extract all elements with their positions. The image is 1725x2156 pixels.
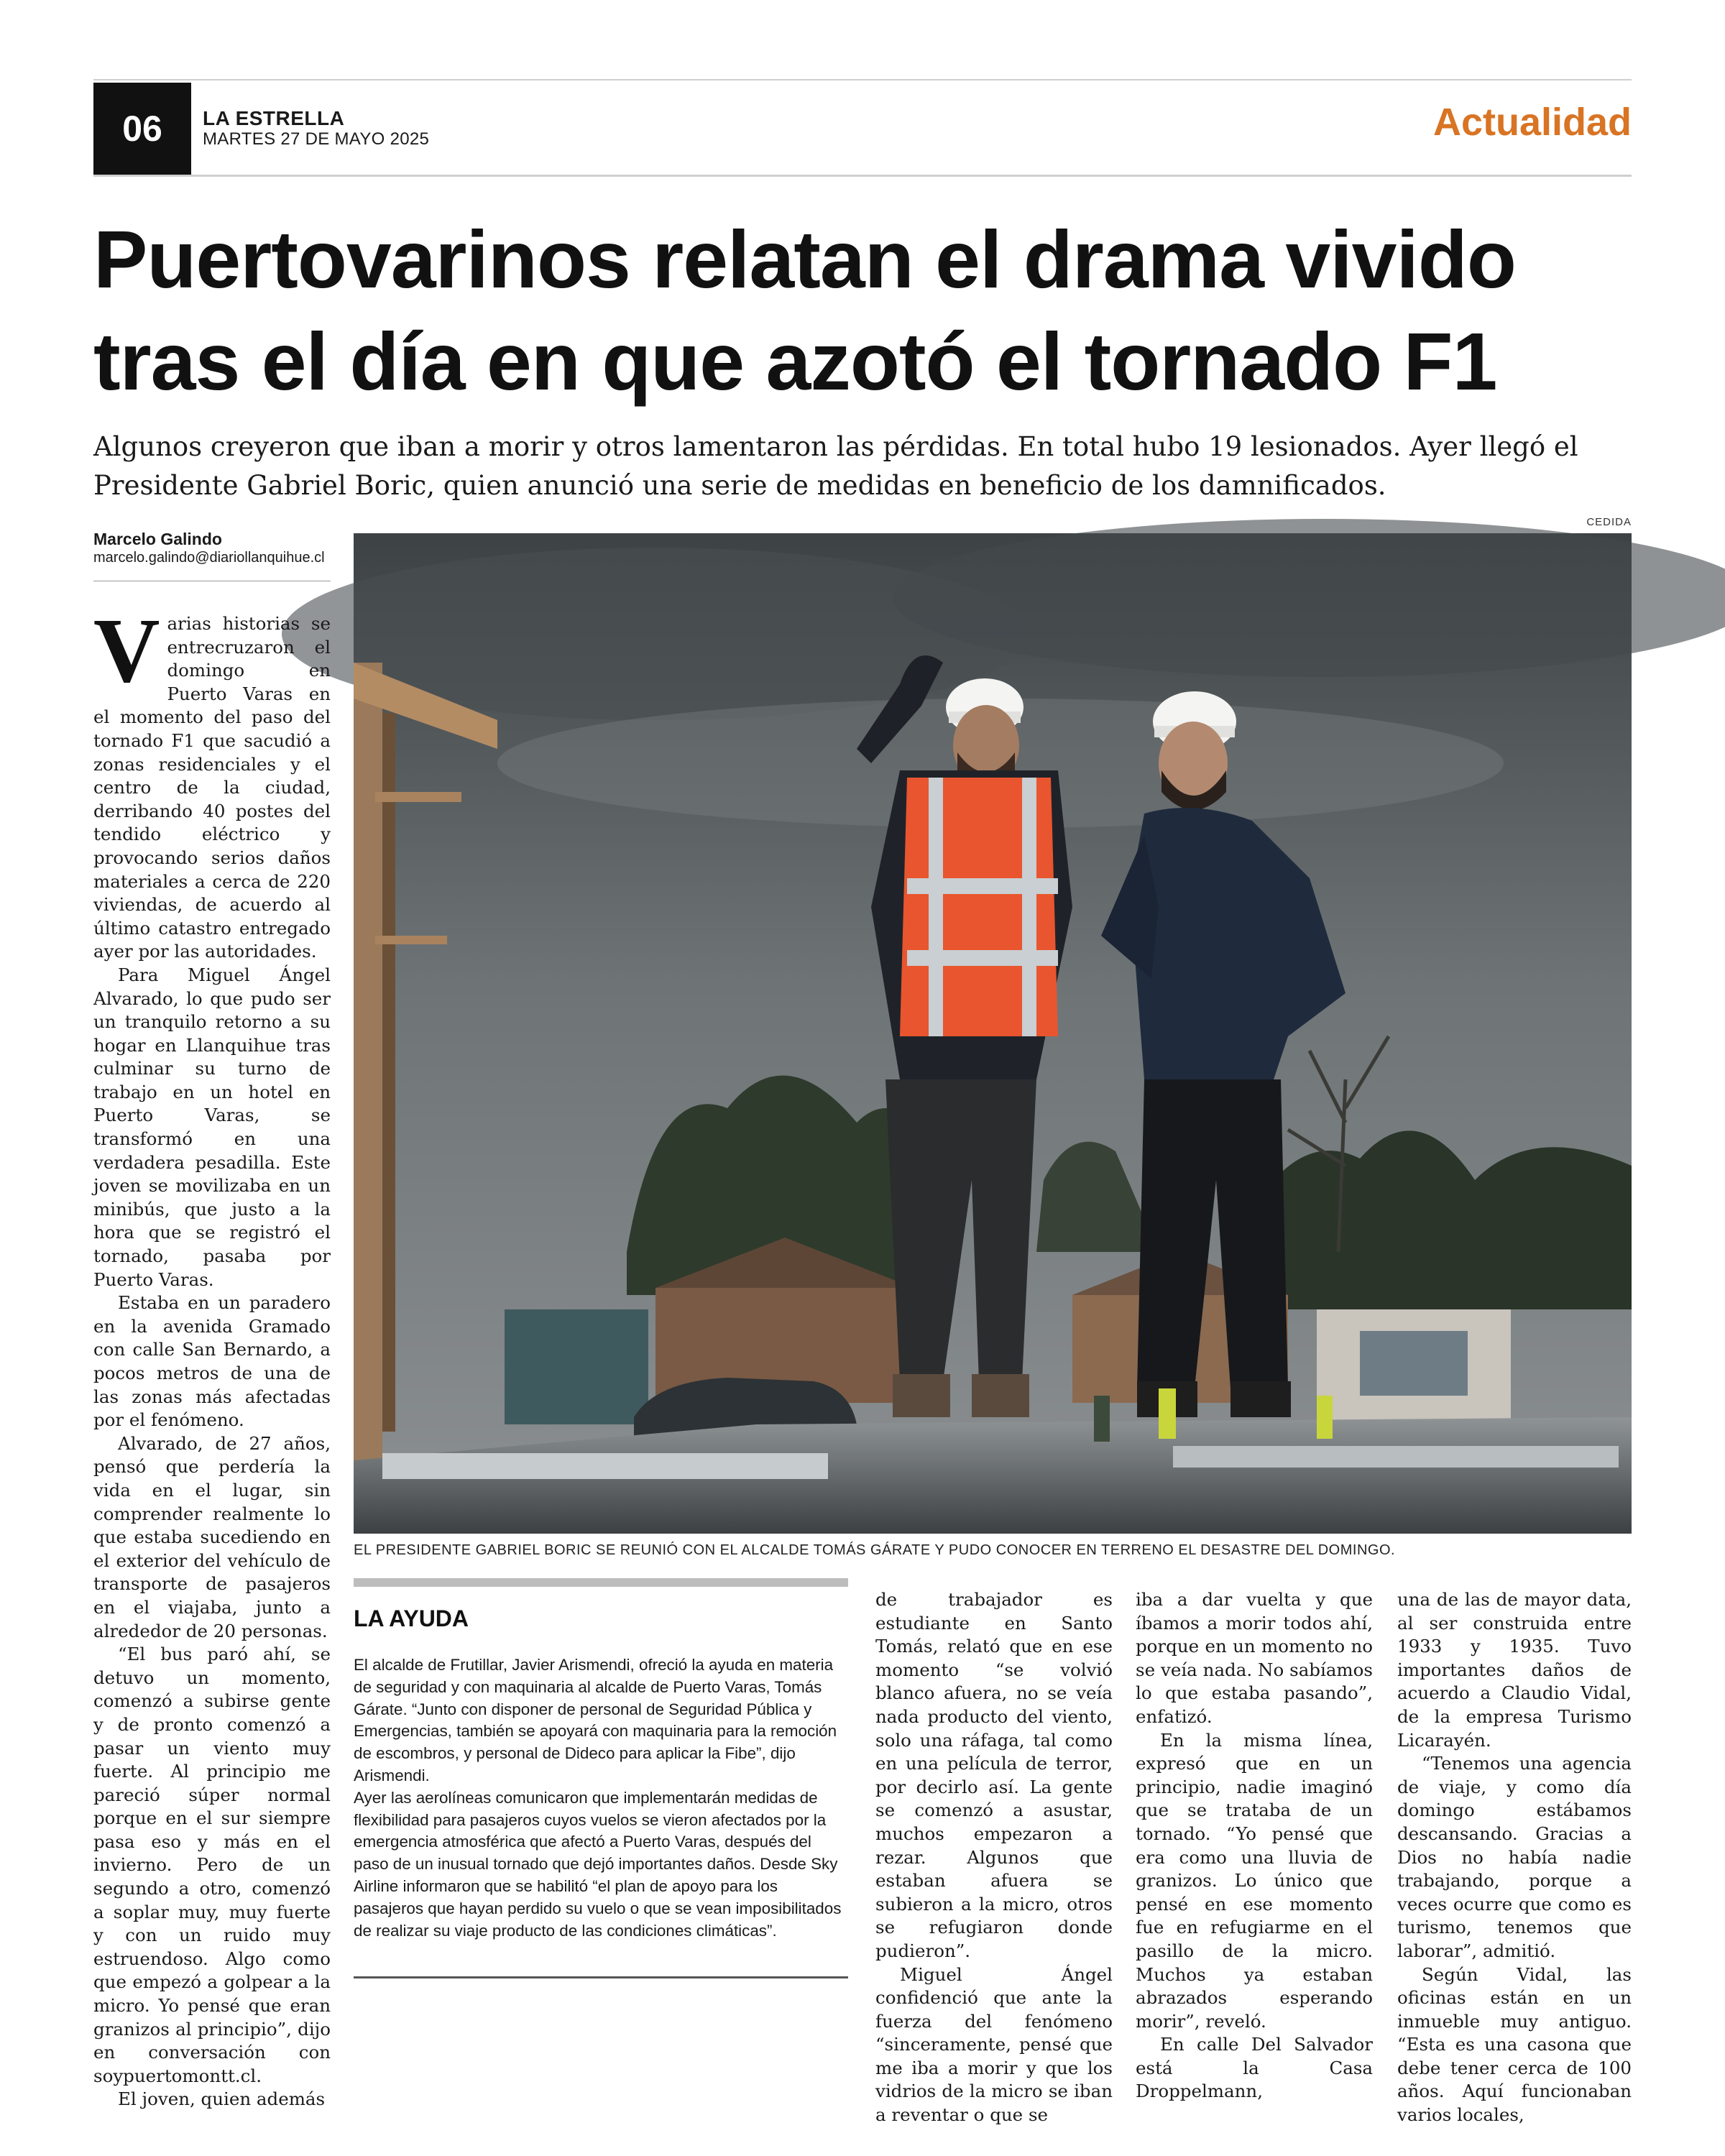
author-name: Marcelo Galindo [93, 530, 222, 548]
byline [93, 529, 325, 566]
body-paragraph: En la misma línea, expresó que en un principio, nadie imaginó que se trataba de un tornado. “Yo pensé que era como una lluvia de granizos. Lo único que pensé en ese momento fue en refugiarme en el pasillo de la micro. Muchos ya estaban abrazados esperando morir”, reveló. [1136, 1729, 1373, 2032]
sidebar-body [354, 1654, 848, 1942]
body-column-4 [1397, 1588, 1632, 2126]
drop-cap: V [93, 599, 160, 701]
masthead [203, 108, 429, 149]
body-paragraph: una de las de mayor data, al ser construida entre 1933 y 1935. Tuvo importantes daños de acuerdo a Claudio Vidal, de la empresa Turismo Licarayén. [1397, 1589, 1632, 1751]
issue-date: MARTES 27 DE MAYO 2025 [203, 129, 430, 149]
body-paragraph: “Tenemos una agencia de viaje, y como día domingo estábamos descansando. Gracias a Dios no había nadie trabajando, porque a veces ocurre que como es turismo, tenemos que laborar”, admitió. [1397, 1753, 1632, 1961]
headline: Puertovarinos relatan el drama vivido tras el día en que azotó el tornado F1 [93, 214, 1516, 407]
body-paragraph: “El bus paró ahí, se detuvo un momento, comenzó a subirse gente y de pronto comenzó a pasar un viento muy fuerte. Al principio me pareció súper normal porque en el sur siempre pasa eso y más en el invierno. Pero de un segundo a otro, comenzó a soplar muy, muy fuerte y con un ruido muy estruendoso. Algo como que empezó a golpear a la micro. Yo pensé que eran granizos al principio”, dijo en conversación con soypuertomontt.cl. [93, 1644, 331, 2086]
sidebar-paragraph: El alcalde de Frutillar, Javier Arismendi, ofreció la ayuda en materia de seguridad y con maquinaria al alcalde de Puerto Varas, Tomás Gárate. “Junto con disponer de personal de Seguridad Pública y Emergencias, también se apoyará con maquinaria para la remoción de escombros, y personal de Dideco para aplicar la Fibe”, dijo Arismendi. [354, 1656, 837, 1784]
body-column-1 [93, 599, 331, 2110]
page-number: 06 [93, 83, 191, 175]
body-paragraph: Para Miguel Ángel Alvarado, lo que pudo ser un tranquilo retorno a su hogar en Llanquihue tras culminar su turno de trabajo en un hotel en Puerto Varas, se transformó en una verdadera pesadilla. Este joven se movilizaba en un minibús, que justo a la hora que se registró el tornado, pasaba por Puerto Varas. [93, 964, 331, 1290]
sidebar-bottom-rule [354, 1976, 848, 1978]
sidebar-top-bar [354, 1578, 848, 1587]
body-paragraph: iba a dar vuelta y que íbamos a morir todos ahí, porque en un momento no se veía nada. No sabíamos lo que estaba pasando”, enfatizó. [1136, 1589, 1373, 1727]
body-column-3 [1136, 1588, 1373, 2102]
deck: Algunos creyeron que iban a morir y otros lamentaron las pérdidas. En total hubo 19 lesionados. Ayer llegó el Presidente Gabriel Boric, quien anunció una serie de medidas en beneficio de los damnificados. [93, 431, 1578, 501]
body-paragraph: de trabajador es estudiante en Santo Tomás, relató que en ese momento “se volvió blanco afuera, no se veía nada producto del viento, solo una ráfaga, tal como en una película de terror, por decirlo así. La gente se comenzó a asustar, muchos empezaron a rezar. Algunos que estaban afuera se subieron a la micro, otros se refugiaron donde pudieron”. [875, 1589, 1113, 1961]
tornado-scene-image [354, 533, 1632, 1534]
body-paragraph: Estaba en un paradero en la avenida Gramado con calle San Bernardo, a pocos metros de una de las zonas más afectadas por el fenómeno. [93, 1292, 331, 1431]
photo-caption: EL PRESIDENTE GABRIEL BORIC SE REUNIÓ CON EL ALCALDE TOMÁS GÁRATE Y PUDO CONOCER EN TERRENO EL DESASTRE DEL DOMINGO. [354, 1542, 1396, 1558]
body-paragraph: Miguel Ángel confidenció que ante la fuerza del fenómeno “sinceramente, pensé que me iba a morir y que los vidrios de la micro se iban a reventar o que se [875, 1963, 1113, 2126]
section-label: Actualidad [1432, 101, 1632, 144]
main-photo [354, 533, 1632, 1534]
photo-credit: CEDIDA [1586, 516, 1632, 528]
lead-text: arias historias se entrecruzaron el domingo en Puerto Varas en el momento del paso del tornado F1 que sacudió a zonas residenciales y el centro de la ciudad, derribando 40 postes del tendido eléctrico y provocando serios daños materiales a cerca de 220 viviendas, de acuerdo al último catastro entregado ayer por las autoridades. [93, 613, 331, 962]
body-paragraph: Alvarado, de 27 años, pensó que perdería la vida en el lugar, sin comprender realmente lo que estaba sucediendo en el exterior del vehículo de transporte de pasajeros en el viajaba, junto a alrededor de 20 personas. [93, 1432, 331, 1641]
newspaper-name: LA ESTRELLA [203, 107, 345, 129]
lead-paragraph [93, 599, 331, 964]
author-email: marcelo.galindo@diariollanquihue.cl [93, 550, 325, 566]
sidebar-paragraph: Ayer las aerolíneas comunicaron que implementarán medidas de flexibilidad para pasajeros cuyos vuelos se vieron afectados por la emergencia atmosférica que afectó a Puerto Varas, después del paso de un inusual tornado que dejó importantes daños. Desde Sky Airline informaron que se habilitó “el plan de apoyo para los pasajeros que hayan perdido su vuelo o que se vean imposibilitados de realizar su viaje producto de las condiciones climáticas”. [354, 1788, 842, 1940]
top-rule [93, 79, 1632, 80]
sidebar-title: LA AYUDA [354, 1606, 469, 1631]
body-paragraph: El joven, quien además [118, 2088, 326, 2110]
header-rule [93, 175, 1632, 177]
body-column-2 [875, 1588, 1113, 2126]
body-paragraph: En calle Del Salvador está la Casa Droppelmann, [1136, 2034, 1373, 2102]
body-paragraph: Según Vidal, las oficinas están en un inmueble muy antiguo. “Esta es una casona que debe tener cerca de 100 años. Aquí funcionaban varios locales, [1397, 1963, 1632, 2126]
